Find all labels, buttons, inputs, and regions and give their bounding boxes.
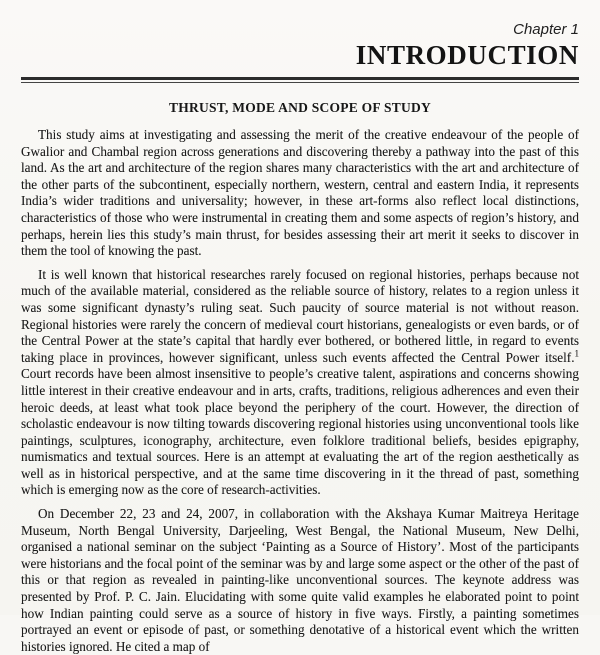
paragraph-2 (21, 267, 579, 499)
page-body (21, 100, 579, 655)
section-heading: THRUST, MODE AND SCOPE OF STUDY (168, 100, 432, 115)
paragraph-3: On December 22, 23 and 24, 2007, in collaboration with the Akshaya Kumar Maitreya Heritage Museum, North Bengal University, Darjeeling, West Bengal, the National Museum, New Delhi, organised a national seminar on the subject ‘Painting as a Source of History’. Most of the participants were historians and the focal point of the seminar was by and large some aspect or the other of the past of this or that region as revealed in painting-like unconventional sources. The keynote address was presented by Prof. P. C. Jain. Elucidating with some quite valid examples he elaborated point to point how Indian painting could serve as a source of history in five ways. Firstly, a painting sometimes portrayed an event or episode of past, or something denotative of a historical event which the written histories ignored. He cited a map of (21, 506, 579, 654)
paragraph-2-text-after-footnote: Court records have been almost insensitive to people’s creative talent, aspirations and concerns showing little interest in their creative endeavour and in arts, crafts, traditions, religious adherences and even their heroic deeds, at least what took place beyond the periphery of the court. However, the direction of scholastic endeavour is now tilting towards discovering regional histories using unconventional tools like paintings, sculptures, iconography, architecture, even folklore traditional beliefs, besides epigraphy, numismatics and textual sources. Here is an attempt at evaluating the art of the region aesthetically as well as in historical perspective, and at the same time discovering in it the thread of past, something which is emerging now as the core of research-activities. (21, 366, 579, 498)
title-rule-divider (21, 77, 579, 83)
chapter-header (21, 21, 579, 83)
footnote-reference-1: 1 (574, 348, 579, 359)
paragraph-2-text-before-footnote: It is well known that historical researches rarely focused on regional histories, perhaps because not much of the available material, considered as the reliable source of history, relates to a region unless it was some significant dynasty’s ruling seat. Such paucity of source material is not without reason. Regional histories were rarely the concern of medieval court historians, genealogists or even bards, or of the Central Power at the state’s capital that hardly ever bothered, or bothered little, in regard to events taking place in provinces, however significant, unless such events affected the Central Power itself. (21, 266, 579, 365)
paragraph-1: This study aims at investigating and assessing the merit of the creative endeavour of the people of Gwalior and Chambal region across generations and discovering thereby a pathway into the past of this land. As the art and architecture of the region shares many characteristics with the art and architecture of the other parts of the subcontinent, especially northern, western, central and eastern India, it represents India’s wider traditions and universality; however, in these art-forms also reflect local distinctions, characteristics of those who were instrumental in creating them and some aspects of region’s history, and perhaps, herein lies this study’s main thrust, for besides assessing their art merit it seeks to discover in them the tool of knowing the past. (21, 127, 579, 259)
chapter-label: Chapter 1 (513, 21, 579, 38)
chapter-title: INTRODUCTION (355, 40, 579, 70)
